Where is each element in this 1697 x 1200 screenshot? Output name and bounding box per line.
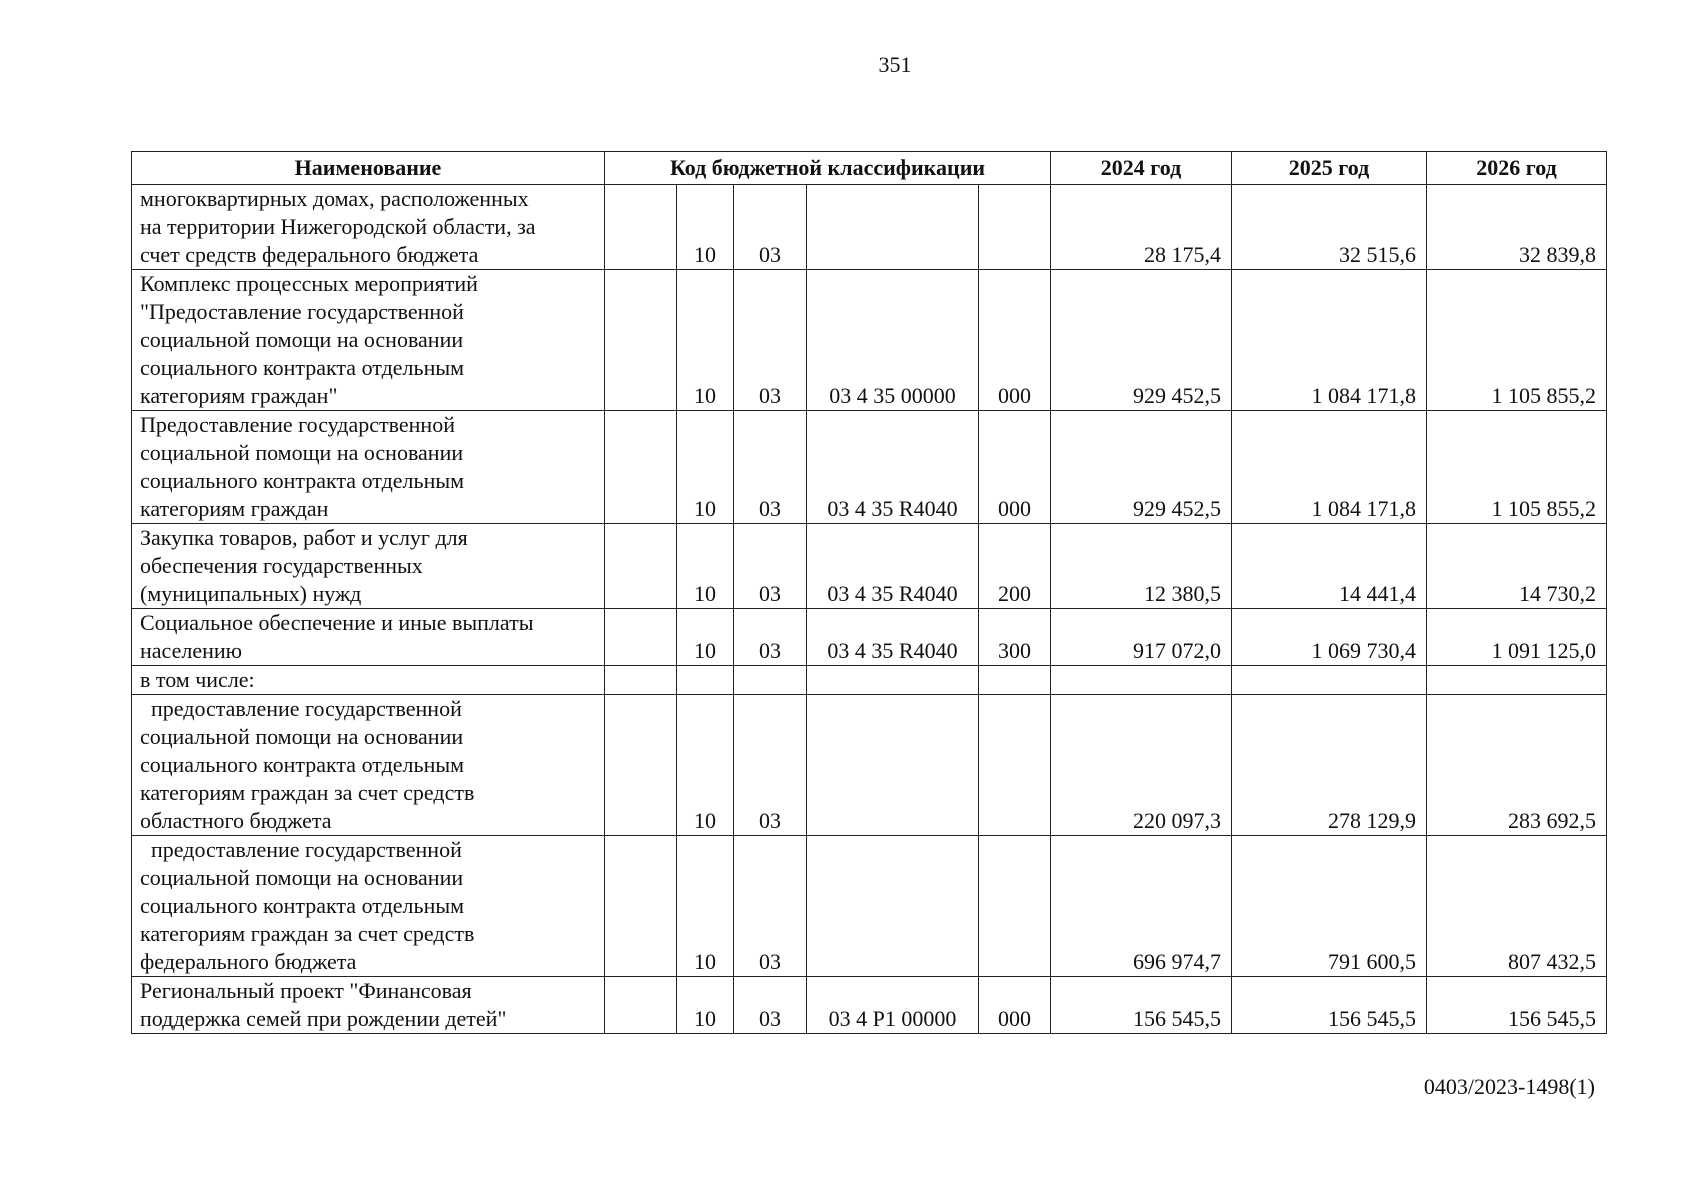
code-section: 10	[677, 977, 734, 1034]
value-2025: 1 084 171,8	[1232, 411, 1427, 524]
value-2024: 929 452,5	[1051, 411, 1232, 524]
code-subsection: 03	[734, 524, 807, 609]
value-2025: 156 545,5	[1232, 977, 1427, 1034]
code-blank	[605, 270, 677, 411]
value-2024: 220 097,3	[1051, 695, 1232, 836]
row-name: Комплекс процессных мероприятий "Предоставление государственной социальной помощи на основании социального контракта отдельным категориям граждан"	[132, 270, 605, 411]
row-name: Социальное обеспечение и иные выплаты населению	[132, 609, 605, 666]
value-2025	[1232, 666, 1427, 695]
value-2026: 156 545,5	[1427, 977, 1607, 1034]
code-target-article	[807, 836, 979, 977]
code-section: 10	[677, 695, 734, 836]
code-expense-type	[979, 836, 1051, 977]
code-expense-type: 000	[979, 270, 1051, 411]
code-section: 10	[677, 836, 734, 977]
value-2026: 1 105 855,2	[1427, 270, 1607, 411]
table-row	[132, 666, 1607, 695]
value-2024: 929 452,5	[1051, 270, 1232, 411]
code-section: 10	[677, 411, 734, 524]
value-2026: 807 432,5	[1427, 836, 1607, 977]
code-subsection: 03	[734, 695, 807, 836]
row-name: предоставление государственной социальной помощи на основании социального контракта отдельным категориям граждан за счет средств областного бюджета	[132, 695, 605, 836]
table-row	[132, 695, 1607, 836]
value-2024: 28 175,4	[1051, 185, 1232, 270]
code-target-article: 03 4 35 R4040	[807, 411, 979, 524]
code-target-article	[807, 695, 979, 836]
value-2026: 1 091 125,0	[1427, 609, 1607, 666]
code-target-article: 03 4 35 R4040	[807, 609, 979, 666]
table-row	[132, 836, 1607, 977]
header-name: Наименование	[132, 152, 605, 185]
budget-table	[131, 151, 1607, 1034]
row-name: в том числе:	[132, 666, 605, 695]
value-2024: 696 974,7	[1051, 836, 1232, 977]
table-row	[132, 270, 1607, 411]
code-subsection	[734, 666, 807, 695]
code-subsection: 03	[734, 836, 807, 977]
value-2024: 12 380,5	[1051, 524, 1232, 609]
code-section: 10	[677, 609, 734, 666]
table-row	[132, 609, 1607, 666]
value-2026	[1427, 666, 1607, 695]
header-2025: 2025 год	[1232, 152, 1427, 185]
code-target-article: 03 4 35 R4040	[807, 524, 979, 609]
code-blank	[605, 609, 677, 666]
table-row	[132, 524, 1607, 609]
row-name: Предоставление государственной социальной помощи на основании социального контракта отдельным категориям граждан	[132, 411, 605, 524]
header-2026: 2026 год	[1427, 152, 1607, 185]
code-blank	[605, 977, 677, 1034]
row-name: предоставление государственной социальной помощи на основании социального контракта отдельным категориям граждан за счет средств федерального бюджета	[132, 836, 605, 977]
row-name: Региональный проект "Финансовая поддержка семей при рождении детей"	[132, 977, 605, 1034]
code-target-article: 03 4 35 00000	[807, 270, 979, 411]
code-expense-type: 000	[979, 411, 1051, 524]
value-2026: 32 839,8	[1427, 185, 1607, 270]
value-2024	[1051, 666, 1232, 695]
code-expense-type	[979, 666, 1051, 695]
code-expense-type	[979, 185, 1051, 270]
code-blank	[605, 185, 677, 270]
value-2024: 156 545,5	[1051, 977, 1232, 1034]
code-section	[677, 666, 734, 695]
code-expense-type: 200	[979, 524, 1051, 609]
code-blank	[605, 411, 677, 524]
code-expense-type	[979, 695, 1051, 836]
code-subsection: 03	[734, 977, 807, 1034]
value-2025: 791 600,5	[1232, 836, 1427, 977]
table-row	[132, 185, 1607, 270]
value-2026: 283 692,5	[1427, 695, 1607, 836]
code-subsection: 03	[734, 185, 807, 270]
document-id: 0403/2023-1498(1)	[1423, 1074, 1595, 1099]
code-subsection: 03	[734, 270, 807, 411]
code-blank	[605, 695, 677, 836]
page-number: 351	[878, 52, 912, 77]
table-row	[132, 411, 1607, 524]
code-subsection: 03	[734, 609, 807, 666]
header-code: Код бюджетной классификации	[605, 152, 1051, 185]
row-name: Закупка товаров, работ и услуг для обеспечения государственных (муниципальных) нужд	[132, 524, 605, 609]
code-target-article	[807, 666, 979, 695]
code-target-article	[807, 185, 979, 270]
code-expense-type: 000	[979, 977, 1051, 1034]
value-2026: 1 105 855,2	[1427, 411, 1607, 524]
row-name: многоквартирных домах, расположенных на территории Нижегородской области, за счет средств федерального бюджета	[132, 185, 605, 270]
value-2025: 14 441,4	[1232, 524, 1427, 609]
value-2024: 917 072,0	[1051, 609, 1232, 666]
code-blank	[605, 836, 677, 977]
value-2025: 278 129,9	[1232, 695, 1427, 836]
code-blank	[605, 666, 677, 695]
value-2026: 14 730,2	[1427, 524, 1607, 609]
code-blank	[605, 524, 677, 609]
code-target-article: 03 4 P1 00000	[807, 977, 979, 1034]
code-section: 10	[677, 270, 734, 411]
value-2025: 32 515,6	[1232, 185, 1427, 270]
code-subsection: 03	[734, 411, 807, 524]
table-row	[132, 977, 1607, 1034]
header-2024: 2024 год	[1051, 152, 1232, 185]
header-row	[132, 152, 1607, 185]
code-section: 10	[677, 185, 734, 270]
value-2025: 1 084 171,8	[1232, 270, 1427, 411]
code-section: 10	[677, 524, 734, 609]
value-2025: 1 069 730,4	[1232, 609, 1427, 666]
code-expense-type: 300	[979, 609, 1051, 666]
